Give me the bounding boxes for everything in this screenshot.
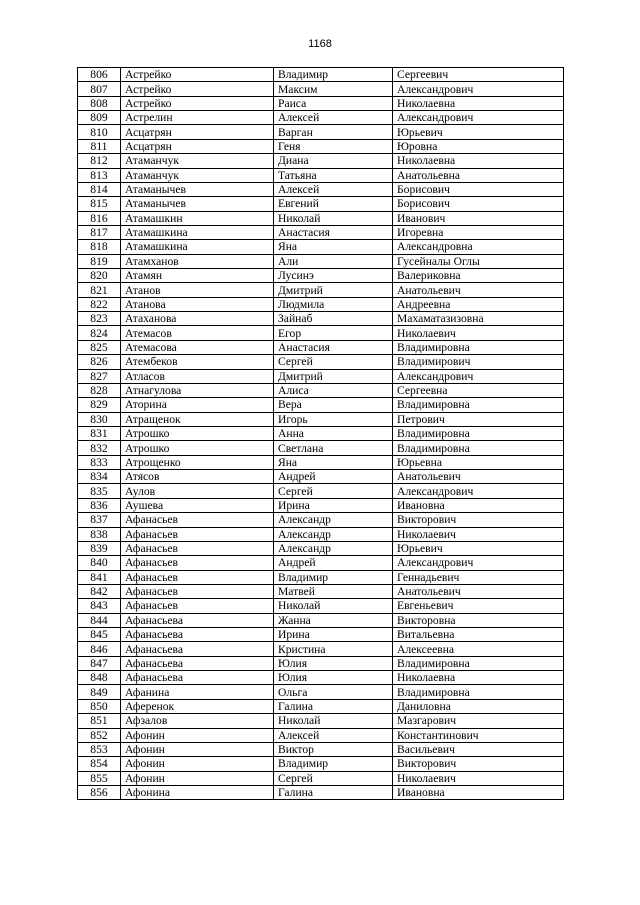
table-row	[78, 383, 564, 397]
table-row	[78, 599, 564, 613]
patronymic-cell: Юрьевич	[393, 541, 564, 555]
patronymic-cell: Сергеевич	[393, 68, 564, 82]
last-name-cell: Афанасьева	[121, 628, 274, 642]
table-row	[78, 656, 564, 670]
patronymic-cell: Витальевна	[393, 628, 564, 642]
first-name-cell: Егор	[274, 326, 393, 340]
patronymic-cell: Борисович	[393, 182, 564, 196]
patronymic-cell: Геннадьевич	[393, 570, 564, 584]
last-name-cell: Аулов	[121, 484, 274, 498]
table-row	[78, 355, 564, 369]
row-number-cell: 856	[78, 785, 121, 799]
last-name-cell: Атанова	[121, 297, 274, 311]
row-number-cell: 824	[78, 326, 121, 340]
patronymic-cell: Андреевна	[393, 297, 564, 311]
patronymic-cell: Викторович	[393, 513, 564, 527]
first-name-cell: Вера	[274, 398, 393, 412]
last-name-cell: Афанасьева	[121, 613, 274, 627]
first-name-cell: Александр	[274, 527, 393, 541]
row-number-cell: 818	[78, 240, 121, 254]
row-number-cell: 813	[78, 168, 121, 182]
patronymic-cell: Юрьевна	[393, 455, 564, 469]
first-name-cell: Александр	[274, 513, 393, 527]
row-number-cell: 827	[78, 369, 121, 383]
last-name-cell: Афанасьев	[121, 541, 274, 555]
last-name-cell: Атамашкина	[121, 240, 274, 254]
row-number-cell: 817	[78, 225, 121, 239]
table-row	[78, 742, 564, 756]
last-name-cell: Афанасьева	[121, 642, 274, 656]
row-number-cell: 832	[78, 441, 121, 455]
row-number-cell: 843	[78, 599, 121, 613]
row-number-cell: 854	[78, 757, 121, 771]
first-name-cell: Анастасия	[274, 340, 393, 354]
first-name-cell: Али	[274, 254, 393, 268]
table-row	[78, 728, 564, 742]
table-row	[78, 154, 564, 168]
row-number-cell: 849	[78, 685, 121, 699]
patronymic-cell: Константинович	[393, 728, 564, 742]
patronymic-cell: Николаевна	[393, 96, 564, 110]
row-number-cell: 806	[78, 68, 121, 82]
table-row	[78, 757, 564, 771]
last-name-cell: Атемасова	[121, 340, 274, 354]
table-row	[78, 68, 564, 82]
row-number-cell: 834	[78, 470, 121, 484]
first-name-cell: Юлия	[274, 671, 393, 685]
first-name-cell: Дмитрий	[274, 369, 393, 383]
patronymic-cell: Гусейналы Оглы	[393, 254, 564, 268]
row-number-cell: 855	[78, 771, 121, 785]
last-name-cell: Атращенок	[121, 412, 274, 426]
first-name-cell: Максим	[274, 82, 393, 96]
table-row	[78, 283, 564, 297]
first-name-cell: Анна	[274, 426, 393, 440]
page-number: 1168	[308, 38, 332, 50]
table-row	[78, 398, 564, 412]
patronymic-cell: Александрович	[393, 111, 564, 125]
table-row	[78, 570, 564, 584]
last-name-cell: Афанасьев	[121, 513, 274, 527]
row-number-cell: 837	[78, 513, 121, 527]
row-number-cell: 820	[78, 269, 121, 283]
first-name-cell: Людмила	[274, 297, 393, 311]
first-name-cell: Николай	[274, 211, 393, 225]
last-name-cell: Астрелин	[121, 111, 274, 125]
row-number-cell: 809	[78, 111, 121, 125]
first-name-cell: Ирина	[274, 628, 393, 642]
table-row	[78, 240, 564, 254]
patronymic-cell: Владимировна	[393, 685, 564, 699]
table-row	[78, 168, 564, 182]
table-row	[78, 584, 564, 598]
last-name-cell: Атамашкина	[121, 225, 274, 239]
last-name-cell: Атрощенко	[121, 455, 274, 469]
last-name-cell: Атамашкин	[121, 211, 274, 225]
patronymic-cell: Борисович	[393, 197, 564, 211]
row-number-cell: 821	[78, 283, 121, 297]
last-name-cell: Аференок	[121, 699, 274, 713]
table-row	[78, 785, 564, 799]
patronymic-cell: Мазгарович	[393, 714, 564, 728]
first-name-cell: Виктор	[274, 742, 393, 756]
table-row	[78, 541, 564, 555]
patronymic-cell: Викторович	[393, 757, 564, 771]
patronymic-cell: Анатольевич	[393, 283, 564, 297]
last-name-cell: Атанов	[121, 283, 274, 297]
last-name-cell: Астрейко	[121, 68, 274, 82]
row-number-cell: 816	[78, 211, 121, 225]
last-name-cell: Афанасьева	[121, 656, 274, 670]
last-name-cell: Афанасьев	[121, 527, 274, 541]
patronymic-cell: Анатольевна	[393, 168, 564, 182]
first-name-cell: Геня	[274, 139, 393, 153]
first-name-cell: Татьяна	[274, 168, 393, 182]
name-list-body	[78, 68, 564, 800]
table-row	[78, 556, 564, 570]
first-name-cell: Владимир	[274, 68, 393, 82]
patronymic-cell: Анатольевич	[393, 584, 564, 598]
table-row	[78, 470, 564, 484]
first-name-cell: Анастасия	[274, 225, 393, 239]
table-row	[78, 498, 564, 512]
first-name-cell: Кристина	[274, 642, 393, 656]
row-number-cell: 850	[78, 699, 121, 713]
first-name-cell: Зайнаб	[274, 312, 393, 326]
first-name-cell: Яна	[274, 455, 393, 469]
first-name-cell: Сергей	[274, 771, 393, 785]
row-number-cell: 844	[78, 613, 121, 627]
last-name-cell: Атрошко	[121, 441, 274, 455]
first-name-cell: Галина	[274, 785, 393, 799]
patronymic-cell: Николаевна	[393, 154, 564, 168]
patronymic-cell: Николаевич	[393, 326, 564, 340]
patronymic-cell: Васильевич	[393, 742, 564, 756]
last-name-cell: Атамханов	[121, 254, 274, 268]
patronymic-cell: Николаевич	[393, 527, 564, 541]
first-name-cell: Диана	[274, 154, 393, 168]
patronymic-cell: Валериковна	[393, 269, 564, 283]
table-row	[78, 628, 564, 642]
last-name-cell: Афонин	[121, 728, 274, 742]
table-row	[78, 484, 564, 498]
table-row	[78, 671, 564, 685]
table-row	[78, 139, 564, 153]
last-name-cell: Атамян	[121, 269, 274, 283]
row-number-cell: 839	[78, 541, 121, 555]
row-number-cell: 829	[78, 398, 121, 412]
row-number-cell: 807	[78, 82, 121, 96]
row-number-cell: 842	[78, 584, 121, 598]
last-name-cell: Афанасьева	[121, 671, 274, 685]
row-number-cell: 851	[78, 714, 121, 728]
last-name-cell: Асцатрян	[121, 125, 274, 139]
patronymic-cell: Ивановна	[393, 498, 564, 512]
first-name-cell: Варган	[274, 125, 393, 139]
last-name-cell: Аторина	[121, 398, 274, 412]
table-row	[78, 714, 564, 728]
patronymic-cell: Махаматазизовна	[393, 312, 564, 326]
patronymic-cell: Иванович	[393, 211, 564, 225]
first-name-cell: Лусинэ	[274, 269, 393, 283]
last-name-cell: Астрейко	[121, 82, 274, 96]
row-number-cell: 815	[78, 197, 121, 211]
row-number-cell: 808	[78, 96, 121, 110]
row-number-cell: 847	[78, 656, 121, 670]
first-name-cell: Матвей	[274, 584, 393, 598]
table-row	[78, 441, 564, 455]
first-name-cell: Ирина	[274, 498, 393, 512]
row-number-cell: 828	[78, 383, 121, 397]
row-number-cell: 848	[78, 671, 121, 685]
last-name-cell: Афонин	[121, 742, 274, 756]
patronymic-cell: Даниловна	[393, 699, 564, 713]
first-name-cell: Алексей	[274, 728, 393, 742]
last-name-cell: Афанасьев	[121, 570, 274, 584]
table-row	[78, 254, 564, 268]
first-name-cell: Николай	[274, 599, 393, 613]
last-name-cell: Афанасьев	[121, 599, 274, 613]
row-number-cell: 810	[78, 125, 121, 139]
table-row	[78, 96, 564, 110]
last-name-cell: Асцатрян	[121, 139, 274, 153]
patronymic-cell: Александровна	[393, 240, 564, 254]
patronymic-cell: Евгеньевич	[393, 599, 564, 613]
first-name-cell: Алексей	[274, 182, 393, 196]
table-row	[78, 513, 564, 527]
first-name-cell: Алиса	[274, 383, 393, 397]
row-number-cell: 853	[78, 742, 121, 756]
patronymic-cell: Владимирович	[393, 355, 564, 369]
first-name-cell: Андрей	[274, 556, 393, 570]
first-name-cell: Жанна	[274, 613, 393, 627]
last-name-cell: Атаманчук	[121, 154, 274, 168]
row-number-cell: 852	[78, 728, 121, 742]
table-row	[78, 312, 564, 326]
row-number-cell: 845	[78, 628, 121, 642]
table-row	[78, 225, 564, 239]
patronymic-cell: Александрович	[393, 484, 564, 498]
table-row	[78, 182, 564, 196]
last-name-cell: Афонина	[121, 785, 274, 799]
first-name-cell: Юлия	[274, 656, 393, 670]
patronymic-cell: Петрович	[393, 412, 564, 426]
patronymic-cell: Николаевна	[393, 671, 564, 685]
first-name-cell: Александр	[274, 541, 393, 555]
table-row	[78, 412, 564, 426]
first-name-cell: Игорь	[274, 412, 393, 426]
patronymic-cell: Анатольевич	[393, 470, 564, 484]
row-number-cell: 831	[78, 426, 121, 440]
patronymic-cell: Владимировна	[393, 340, 564, 354]
row-number-cell: 811	[78, 139, 121, 153]
row-number-cell: 835	[78, 484, 121, 498]
patronymic-cell: Викторовна	[393, 613, 564, 627]
name-list-table	[77, 67, 564, 800]
patronymic-cell: Юрьевич	[393, 125, 564, 139]
table-row	[78, 340, 564, 354]
last-name-cell: Атаманчук	[121, 168, 274, 182]
row-number-cell: 826	[78, 355, 121, 369]
table-row	[78, 771, 564, 785]
table-row	[78, 642, 564, 656]
table-row	[78, 685, 564, 699]
patronymic-cell: Владимировна	[393, 656, 564, 670]
patronymic-cell: Александрович	[393, 556, 564, 570]
last-name-cell: Атемасов	[121, 326, 274, 340]
last-name-cell: Атясов	[121, 470, 274, 484]
last-name-cell: Афзалов	[121, 714, 274, 728]
table-row	[78, 111, 564, 125]
first-name-cell: Ольга	[274, 685, 393, 699]
patronymic-cell: Ивановна	[393, 785, 564, 799]
first-name-cell: Николай	[274, 714, 393, 728]
first-name-cell: Владимир	[274, 570, 393, 584]
table-row	[78, 426, 564, 440]
row-number-cell: 838	[78, 527, 121, 541]
row-number-cell: 823	[78, 312, 121, 326]
table-row	[78, 82, 564, 96]
first-name-cell: Галина	[274, 699, 393, 713]
table-row	[78, 326, 564, 340]
first-name-cell: Владимир	[274, 757, 393, 771]
first-name-cell: Сергей	[274, 484, 393, 498]
row-number-cell: 830	[78, 412, 121, 426]
last-name-cell: Атрошко	[121, 426, 274, 440]
patronymic-cell: Александрович	[393, 82, 564, 96]
table-row	[78, 125, 564, 139]
patronymic-cell: Юровна	[393, 139, 564, 153]
last-name-cell: Астрейко	[121, 96, 274, 110]
last-name-cell: Афонин	[121, 757, 274, 771]
first-name-cell: Сергей	[274, 355, 393, 369]
table-row	[78, 613, 564, 627]
table-row	[78, 211, 564, 225]
last-name-cell: Аушева	[121, 498, 274, 512]
row-number-cell: 836	[78, 498, 121, 512]
last-name-cell: Атаманычев	[121, 197, 274, 211]
row-number-cell: 822	[78, 297, 121, 311]
patronymic-cell: Сергеевна	[393, 383, 564, 397]
patronymic-cell: Игоревна	[393, 225, 564, 239]
first-name-cell: Дмитрий	[274, 283, 393, 297]
patronymic-cell: Александрович	[393, 369, 564, 383]
row-number-cell: 840	[78, 556, 121, 570]
last-name-cell: Атаманычев	[121, 182, 274, 196]
row-number-cell: 814	[78, 182, 121, 196]
table-row	[78, 455, 564, 469]
first-name-cell: Яна	[274, 240, 393, 254]
first-name-cell: Андрей	[274, 470, 393, 484]
last-name-cell: Афанина	[121, 685, 274, 699]
row-number-cell: 819	[78, 254, 121, 268]
last-name-cell: Атнагулова	[121, 383, 274, 397]
last-name-cell: Афанасьев	[121, 584, 274, 598]
row-number-cell: 846	[78, 642, 121, 656]
first-name-cell: Евгений	[274, 197, 393, 211]
row-number-cell: 841	[78, 570, 121, 584]
patronymic-cell: Алексеевна	[393, 642, 564, 656]
row-number-cell: 833	[78, 455, 121, 469]
row-number-cell: 825	[78, 340, 121, 354]
table-row	[78, 369, 564, 383]
table-row	[78, 197, 564, 211]
last-name-cell: Атласов	[121, 369, 274, 383]
patronymic-cell: Владимировна	[393, 426, 564, 440]
row-number-cell: 812	[78, 154, 121, 168]
last-name-cell: Атаханова	[121, 312, 274, 326]
first-name-cell: Раиса	[274, 96, 393, 110]
patronymic-cell: Владимировна	[393, 398, 564, 412]
last-name-cell: Афонин	[121, 771, 274, 785]
table-row	[78, 297, 564, 311]
table-row	[78, 699, 564, 713]
table-row	[78, 269, 564, 283]
first-name-cell: Светлана	[274, 441, 393, 455]
table-row	[78, 527, 564, 541]
patronymic-cell: Владимировна	[393, 441, 564, 455]
patronymic-cell: Николаевич	[393, 771, 564, 785]
last-name-cell: Афанасьев	[121, 556, 274, 570]
last-name-cell: Атембеков	[121, 355, 274, 369]
first-name-cell: Алексей	[274, 111, 393, 125]
